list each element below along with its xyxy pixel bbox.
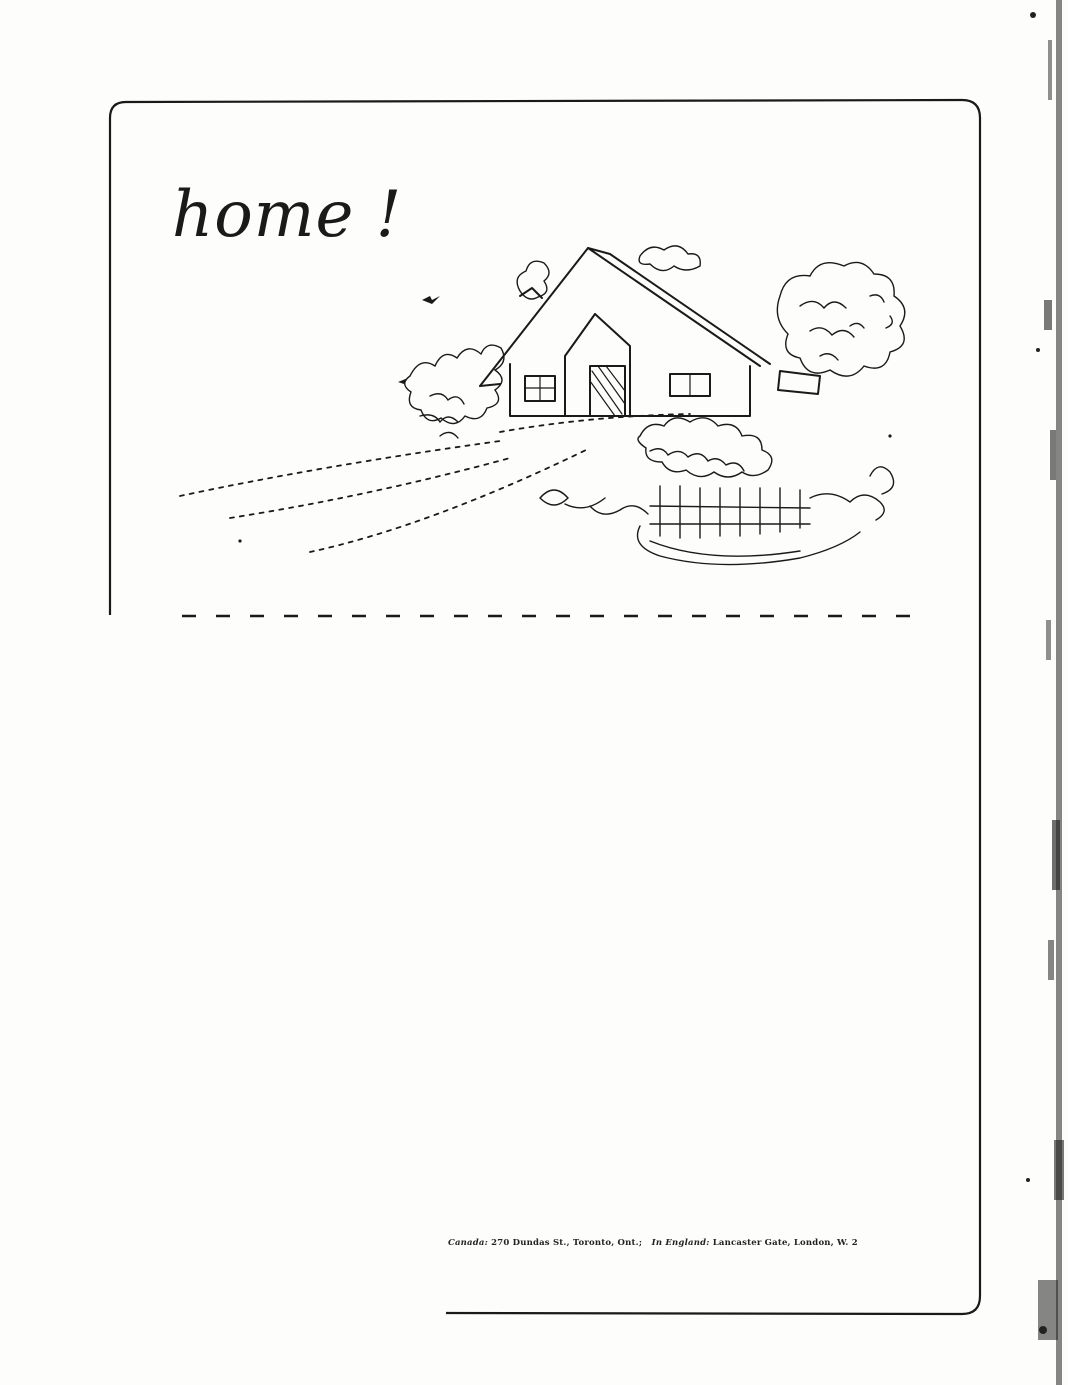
cottage-illustration <box>170 236 920 576</box>
footer-address <box>448 1238 928 1248</box>
footer-canada-address: 270 Dundas St., Toronto, Ont.; <box>491 1238 643 1248</box>
footer-england-label: In England: <box>651 1238 710 1248</box>
footer-canada-label: Canada: <box>448 1238 488 1248</box>
foliage-right <box>777 262 904 376</box>
garden-fence <box>660 486 800 538</box>
footer-england-address: Lancaster Gate, London, W. 2 <box>712 1238 858 1248</box>
garden-path <box>180 441 500 496</box>
page-title: home ! <box>172 178 403 252</box>
cottage-door <box>590 366 625 416</box>
garden-bushes <box>638 418 772 477</box>
